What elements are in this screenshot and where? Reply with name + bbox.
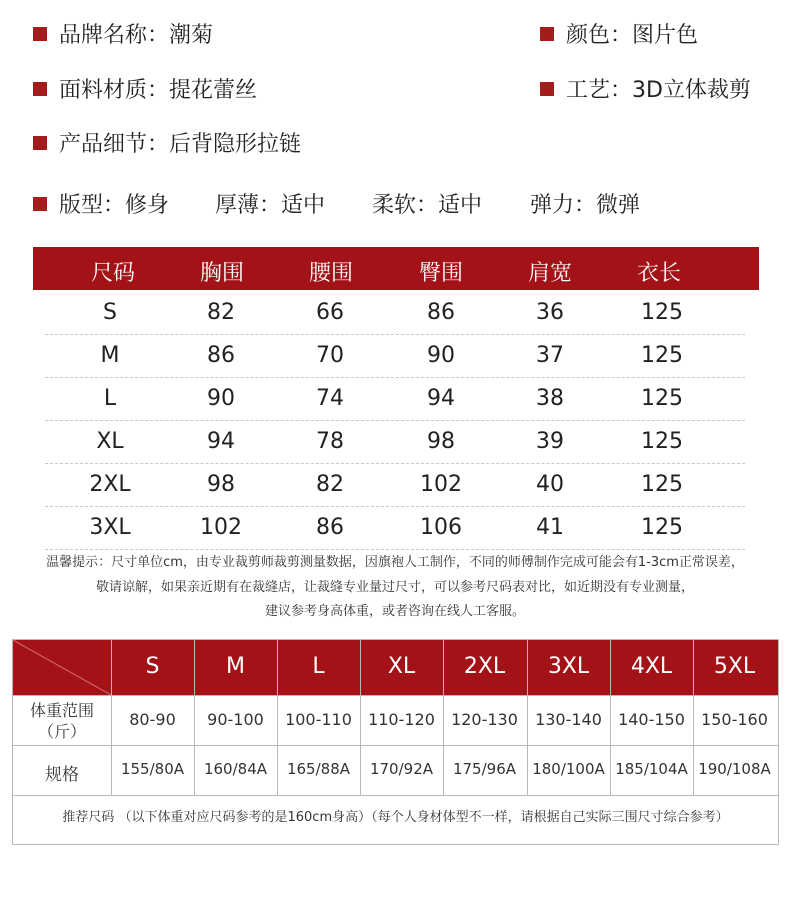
table-cell: XL (96, 429, 124, 454)
grid-line (13, 795, 778, 796)
attr-fit-row (33, 188, 169, 219)
attr-elasticity (530, 188, 640, 219)
spec-cell: 165/88A (286, 760, 351, 778)
table-cell: 94 (207, 429, 235, 454)
weight-cell: 110-120 (368, 710, 435, 729)
note-line-3: 建议参考身高体重，或者咨询在线人工客服。 (264, 604, 525, 619)
table-cell: 70 (316, 343, 344, 368)
table-row (45, 291, 745, 335)
table-cell: 90 (427, 343, 455, 368)
size-header-cell: 肩宽 (528, 261, 573, 286)
table-cell: L (103, 386, 117, 411)
table-cell: M (100, 343, 120, 368)
table-cell: 125 (641, 343, 683, 368)
attr-brand (33, 18, 213, 49)
size-column-header: 3XL (547, 654, 590, 679)
note-line-2: 敬请谅解，如果亲近期有在裁缝店，让裁缝专业量过尺寸，可以参考尺码表对比，如近期没有专业测量， (95, 580, 694, 595)
table-cell: 106 (420, 515, 462, 540)
spec-cell: 180/100A (532, 760, 605, 778)
table-cell: 39 (536, 429, 564, 454)
attr-detail (33, 127, 301, 158)
bullet-square-icon (33, 197, 47, 211)
size-header-cell: 臀围 (419, 261, 464, 286)
size-column-header: 2XL (463, 654, 506, 679)
attr-craft (540, 73, 751, 104)
weight-cell: 140-150 (618, 710, 685, 729)
attr-elasticity-text: 弹力：微弹 (530, 193, 641, 218)
attr-thickness (215, 188, 325, 219)
attr-fabric-text: 面料材质：提花蕾丝 (59, 78, 258, 103)
size-header-cell: 衣长 (637, 261, 682, 286)
attr-softness (372, 188, 482, 219)
weight-cell: 90-100 (207, 710, 264, 729)
weight-label: 体重范围 (29, 701, 94, 720)
weight-cell: 80-90 (129, 710, 176, 729)
table-cell: 82 (316, 472, 344, 497)
table-cell: 40 (536, 472, 564, 497)
attr-fabric (33, 73, 257, 104)
weight-size-table (12, 639, 779, 845)
weight-table-header (13, 640, 778, 695)
table-cell: 98 (427, 429, 455, 454)
size-table-header (33, 247, 759, 290)
table-cell: 38 (536, 386, 564, 411)
spec-cell: 155/80A (120, 760, 185, 778)
weight-unit-label: （斤） (37, 722, 86, 741)
table-cell: 125 (641, 472, 683, 497)
weight-cell: 120-130 (451, 710, 518, 729)
table-cell: 82 (207, 300, 235, 325)
table-cell: 37 (536, 343, 564, 368)
table-row (45, 377, 745, 421)
grid-line (13, 745, 778, 746)
size-column-header: 5XL (713, 654, 756, 679)
table-cell: 125 (641, 515, 683, 540)
table-cell: 78 (316, 429, 344, 454)
table-cell: 102 (420, 472, 462, 497)
attr-craft-text: 工艺：3D立体裁剪 (566, 78, 751, 103)
bullet-square-icon (540, 82, 554, 96)
size-column-header: 4XL (630, 654, 673, 679)
bullet-square-icon (540, 27, 554, 41)
table-cell: 74 (316, 386, 344, 411)
weight-cell: 100-110 (285, 710, 352, 729)
bullet-square-icon (33, 136, 47, 150)
table-cell: 125 (641, 386, 683, 411)
table-cell: 3XL (89, 515, 131, 540)
note-line-1: 温馨提示：尺寸单位cm，由专业裁剪师裁剪测量数据，因旗袍人工制作，不同的师傅制作完成可能会有1-3cm正常误差， (46, 555, 744, 570)
spec-label-cell: 规格 (45, 765, 79, 785)
table-cell: 41 (536, 515, 564, 540)
attr-detail-text: 产品细节：后背隐形拉链 (59, 132, 302, 157)
table-cell: 98 (207, 472, 235, 497)
bullet-square-icon (33, 27, 47, 41)
table-cell: 36 (536, 300, 564, 325)
attr-brand-text: 品牌名称：潮菊 (59, 23, 214, 48)
size-column-header: XL (387, 654, 416, 679)
table-row (45, 506, 745, 550)
table-cell: 90 (207, 386, 235, 411)
table-cell: 125 (641, 429, 683, 454)
size-column-header: M (226, 654, 245, 679)
spec-cell: 175/96A (452, 760, 517, 778)
spec-cell: 190/108A (698, 760, 771, 778)
attr-thickness-text: 厚薄：适中 (215, 193, 326, 218)
table-cell: 66 (316, 300, 344, 325)
header-corner-cell (13, 640, 111, 695)
size-column-header: S (145, 654, 160, 679)
table-cell: 94 (427, 386, 455, 411)
size-column-header: L (312, 654, 325, 679)
table-row (45, 334, 745, 378)
weight-label-cell (13, 696, 111, 742)
table-cell: S (103, 300, 117, 325)
size-header-cell: 胸围 (200, 261, 245, 286)
spec-cell: 185/104A (615, 760, 688, 778)
attr-softness-text: 柔软：适中 (372, 193, 483, 218)
table-cell: 102 (200, 515, 242, 540)
diagonal-line-icon (13, 640, 111, 695)
attr-color (540, 18, 698, 49)
spec-cell: 160/84A (203, 760, 268, 778)
table-row (45, 420, 745, 464)
attr-color-text: 颜色：图片色 (566, 23, 699, 48)
spec-cell: 170/92A (369, 760, 434, 778)
size-header-cell: 腰围 (309, 261, 354, 286)
table-cell: 125 (641, 300, 683, 325)
table-cell: 86 (316, 515, 344, 540)
weight-cell: 150-160 (701, 710, 768, 729)
table-cell: 86 (427, 300, 455, 325)
size-header-cell: 尺码 (91, 261, 136, 286)
bullet-square-icon (33, 82, 47, 96)
table-cell: 2XL (89, 472, 131, 497)
attr-fit-text: 版型：修身 (59, 193, 170, 218)
recommend-footer: 推荐尺码 （以下体重对应尺码参考的是160cm身高）（每个人身材体型不一样，请根据自己实际三围尺寸综合参考） (62, 810, 729, 825)
table-row (45, 463, 745, 507)
grid-line (13, 695, 778, 696)
weight-cell: 130-140 (535, 710, 602, 729)
table-cell: 86 (207, 343, 235, 368)
